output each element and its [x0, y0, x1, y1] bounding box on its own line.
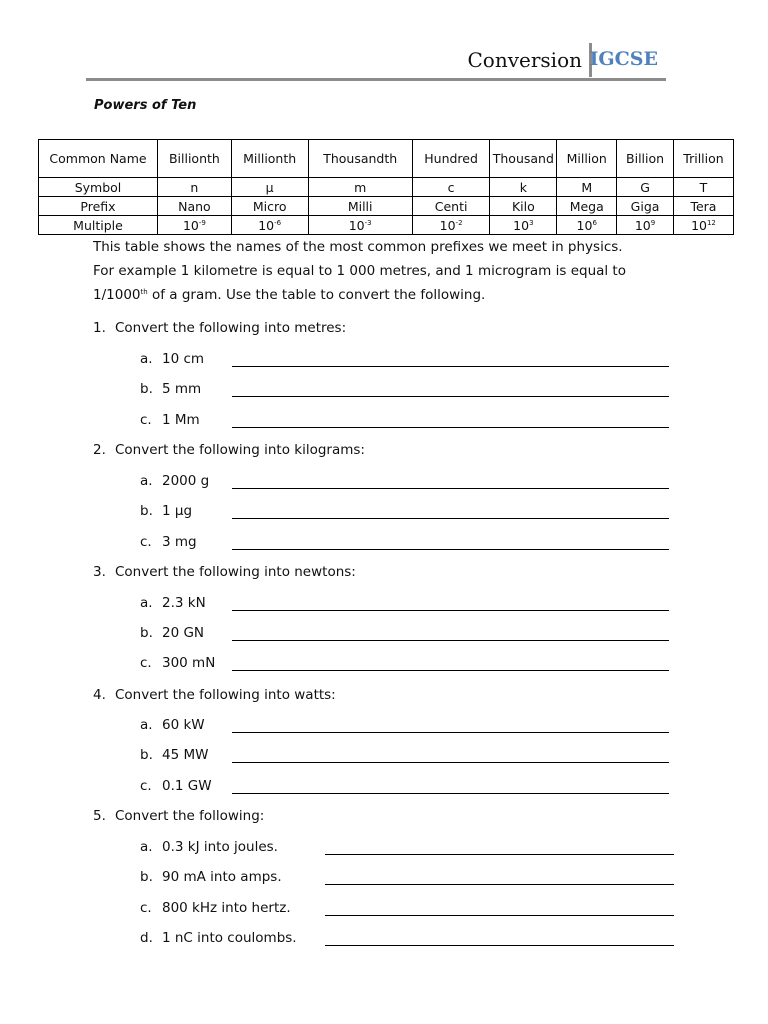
question-2a: a. 2000 g — [140, 473, 210, 489]
table-cell: Giga — [617, 197, 674, 216]
table-cell: Milli — [308, 197, 412, 216]
table-cell: μ — [231, 178, 308, 197]
answer-line[interactable] — [325, 945, 674, 946]
table-cell: n — [158, 178, 232, 197]
answer-line[interactable] — [325, 854, 674, 855]
table-row-prefix — [39, 197, 734, 216]
answer-line[interactable] — [232, 640, 669, 641]
intro-line: For example 1 kilometre is equal to 1 000 metres, and 1 microgram is equal to — [93, 263, 626, 279]
answer-line[interactable] — [325, 884, 674, 885]
intro-paragraph — [93, 235, 673, 307]
question-1b: b. 5 mm — [140, 381, 202, 397]
prefix-table — [38, 139, 734, 235]
table-cell: Centi — [412, 197, 490, 216]
table-cell: k — [490, 178, 557, 197]
question-2b: b. 1 μg — [140, 503, 193, 519]
table-cell: Thousand — [490, 140, 557, 178]
header-title: Conversion — [467, 48, 582, 72]
question-5d: d. 1 nC into coulombs. — [140, 930, 297, 946]
intro-line: 1/1000th of a gram. Use the table to convert the following. — [93, 287, 486, 303]
question-5a: a. 0.3 kJ into joules. — [140, 839, 278, 855]
question-3a: a. 2.3 kN — [140, 595, 206, 611]
table-cell: Micro — [231, 197, 308, 216]
answer-line[interactable] — [232, 762, 669, 763]
table-row-symbol — [39, 178, 734, 197]
answer-line[interactable] — [232, 518, 669, 519]
table-cell: Common Name — [39, 140, 158, 178]
table-cell: Thousandth — [308, 140, 412, 178]
table-cell: Tera — [673, 197, 733, 216]
question-4b: b. 45 MW — [140, 747, 209, 763]
question-3: 3. Convert the following into newtons: — [93, 564, 356, 580]
question-5: 5. Convert the following: — [93, 808, 265, 824]
table-cell: Millionth — [231, 140, 308, 178]
page-header — [86, 40, 666, 81]
table-cell: $10^{-9}$ — [158, 216, 232, 235]
answer-line[interactable] — [232, 366, 669, 367]
table-cell: G — [617, 178, 674, 197]
table-cell: $10^{-6}$ — [231, 216, 308, 235]
table-cell: Million — [557, 140, 617, 178]
table-cell: Prefix — [39, 197, 158, 216]
answer-line[interactable] — [232, 488, 669, 489]
table-cell: M — [557, 178, 617, 197]
answer-line[interactable] — [232, 610, 669, 611]
table-cell: Billion — [617, 140, 674, 178]
intro-line: This table shows the names of the most common prefixes we meet in physics. — [93, 239, 623, 255]
section-title: Powers of Ten — [94, 98, 197, 113]
table-cell: Kilo — [490, 197, 557, 216]
question-4a: a. 60 kW — [140, 717, 205, 733]
answer-line[interactable] — [325, 915, 674, 916]
question-1c: c. 1 Mm — [140, 412, 200, 428]
table-cell: Trillion — [673, 140, 733, 178]
table-cell: $10^{-2}$ — [412, 216, 490, 235]
question-3c: c. 300 mN — [140, 655, 216, 671]
question-3b: b. 20 GN — [140, 625, 205, 641]
question-4: 4. Convert the following into watts: — [93, 687, 336, 703]
table-cell: Mega — [557, 197, 617, 216]
table-cell: m — [308, 178, 412, 197]
table-cell: $10^3$ — [490, 216, 557, 235]
table-row-multiple — [39, 216, 734, 235]
answer-line[interactable] — [232, 670, 669, 671]
table-cell: T — [673, 178, 733, 197]
table-row-common-name — [39, 140, 734, 178]
question-5c: c. 800 kHz into hertz. — [140, 900, 291, 916]
table-cell: Nano — [158, 197, 232, 216]
question-2c: c. 3 mg — [140, 534, 197, 550]
answer-line[interactable] — [232, 427, 669, 428]
table-cell: $10^{12}$ — [673, 216, 733, 235]
table-cell: Symbol — [39, 178, 158, 197]
question-1a: a. 10 cm — [140, 351, 205, 367]
answer-line[interactable] — [232, 793, 669, 794]
table-cell: $10^6$ — [557, 216, 617, 235]
question-1: 1. Convert the following into metres: — [93, 320, 347, 336]
table-cell: $10^9$ — [617, 216, 674, 235]
answer-line[interactable] — [232, 732, 669, 733]
answer-line[interactable] — [232, 549, 669, 550]
question-5b: b. 90 mA into amps. — [140, 869, 282, 885]
header-brand: IGCSE — [589, 48, 658, 70]
answer-line[interactable] — [232, 396, 669, 397]
table-cell: Multiple — [39, 216, 158, 235]
question-2: 2. Convert the following into kilograms: — [93, 442, 365, 458]
table-cell: c — [412, 178, 490, 197]
table-cell: Billionth — [158, 140, 232, 178]
question-4c: c. 0.1 GW — [140, 778, 212, 794]
table-cell: $10^{-3}$ — [308, 216, 412, 235]
table-cell: Hundred — [412, 140, 490, 178]
